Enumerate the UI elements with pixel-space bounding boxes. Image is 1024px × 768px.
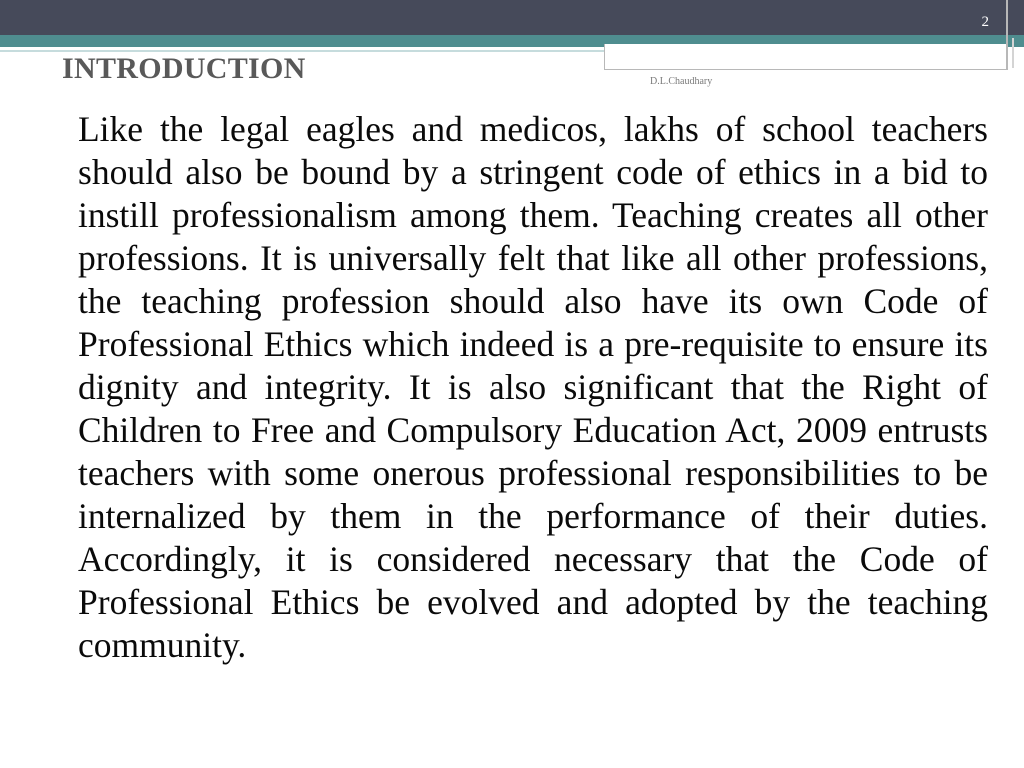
slide-title: INTRODUCTION (62, 52, 306, 85)
body-paragraph: Like the legal eagles and medicos, lakhs of school teachers should also be bound by a stringent code of ethics in a bid to instill professionalism among them. Teaching creates all other professions. It is universally felt that like all other professions, the teaching profession should also have its own Code of Professional Ethics which indeed is a pre-requisite to ensure its dignity and integrity. It is also significant that the Right of Children to Free and Compulsory Education Act, 2009 entrusts teachers with some onerous professional responsibilities to be internalized by them in the performance of their duties. Accordingly, it is considered necessary that the Code of Professional Ethics be evolved and adopted by the teaching community. (78, 109, 988, 665)
frame-edge (1006, 0, 1008, 70)
frame-edge-shadow (1012, 38, 1014, 68)
author-footer: D.L.Chaudhary (650, 76, 713, 87)
slide-number: 2 (981, 14, 989, 30)
slide-number-frame (604, 44, 1008, 70)
header-band (0, 0, 1024, 35)
